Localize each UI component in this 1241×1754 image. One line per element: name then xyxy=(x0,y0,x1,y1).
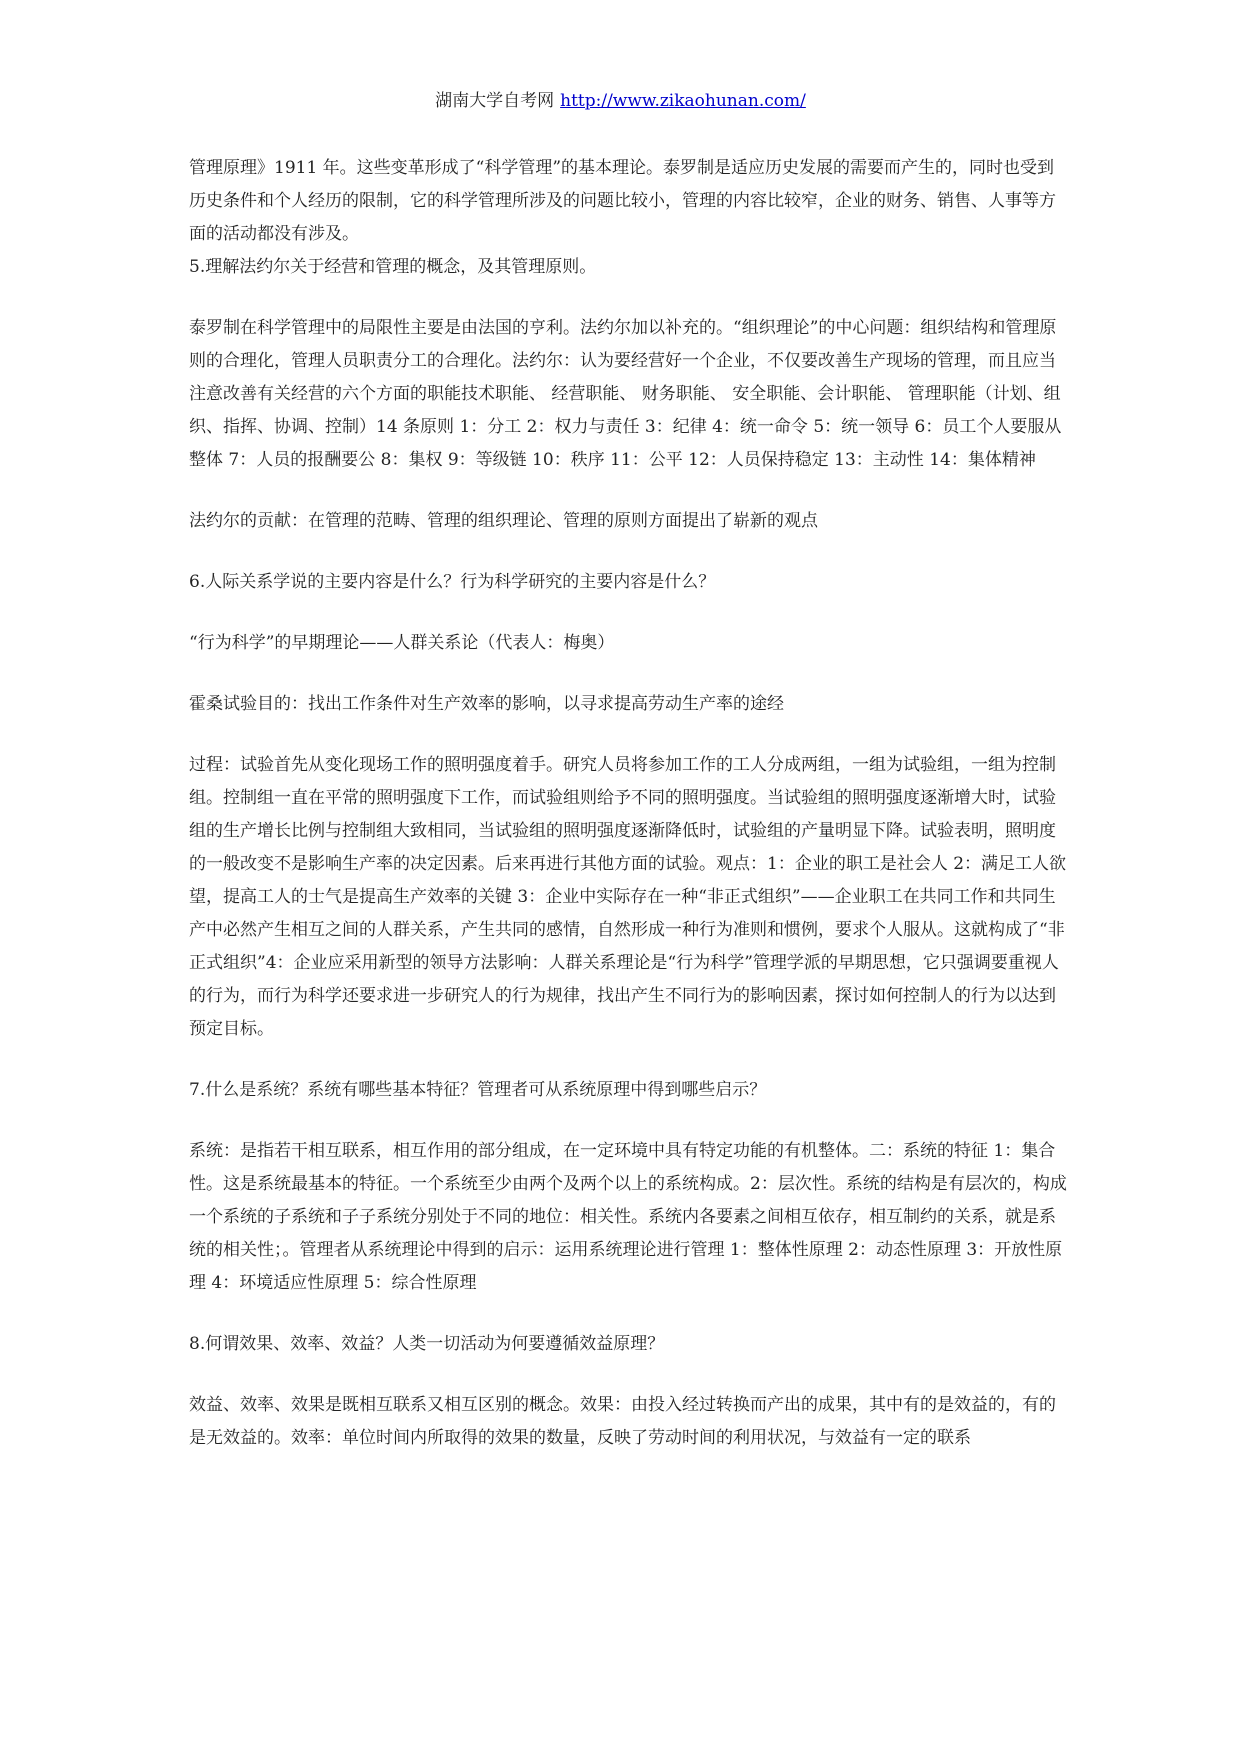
page-header xyxy=(0,89,1241,113)
paragraph-system: 系统：是指若干相互联系，相互作用的部分组成，在一定环境中具有特定功能的有机整体。二：系统的特征 1：集合性。这是系统最基本的特征。一个系统至少由两个及两个以上的系统构成。2：层次性。系统的结构是有层次的，构成一个系统的子系统和子子系统分别处于不同的地位：相关性。系统内各要素之间相互依存，相互制约的关系，就是系统的相关性；。管理者从系统理论中得到的启示：运用系统理论进行管理 1：整体性原理 2：动态性原理 3：开放性原理 4：环境适应性原理 5：综合性原理 xyxy=(189,1141,1067,1293)
paragraph-hawthorne-purpose: 霍桑试验目的：找出工作条件对生产效率的影响，以寻求提高劳动生产率的途经 xyxy=(189,694,784,714)
paragraph-intro: 管理原理》1911 年。这些变革形成了“科学管理”的基本理论。泰罗制是适应历史发展的需要而产生的，同时也受到历史条件和个人经历的限制，它的科学管理所涉及的问题比较小，管理的内容比较窄，企业的财务、销售、人事等方面的活动都没有涉及。 xyxy=(189,158,1056,244)
site-name: 湖南大学自考网 xyxy=(435,91,555,111)
question-7: 7.什么是系统？系统有哪些基本特征？管理者可从系统原理中得到哪些启示？ xyxy=(189,1080,767,1100)
question-8: 8.何谓效果、效率、效益？人类一切活动为何要遵循效益原理？ xyxy=(189,1334,665,1354)
site-url-link[interactable]: http://www.zikaohunan.com/ xyxy=(560,91,806,111)
paragraph-hawthorne-process: 过程：试验首先从变化现场工作的照明强度着手。研究人员将参加工作的工人分成两组，一组为试验组，一组为控制组。控制组一直在平常的照明强度下工作，而试验组则给予不同的照明强度。当试验组的照明强度逐渐增大时，试验组的生产增长比例与控制组大致相同，当试验组的照明强度逐渐降低时，试验组的产量明显下降。试验表明，照明度的一般改变不是影响生产率的决定因素。后来再进行其他方面的试验。观点：1：企业的职工是社会人 2：满足工人欲望，提高工人的士气是提高生产效率的关键 3：企业中实际存在一种“非正式组织”——企业职工在共同工作和共同生产中必然产生相互之间的人群关系，产生共同的感情，自然形成一种行为准则和惯例，要求个人服从。这就构成了“非正式组织”4：企业应采用新型的领导方法影响：人群关系理论是“行为科学”管理学派的早期思想，它只强调要重视人的行为，而行为科学还要求进一步研究人的行为规律，找出产生不同行为的影响因素，探讨如何控制人的行为以达到预定目标。 xyxy=(189,755,1067,1039)
document-body xyxy=(189,152,1069,1455)
question-5: 5.理解法约尔关于经营和管理的概念，及其管理原则。 xyxy=(189,257,597,277)
paragraph-fayol: 泰罗制在科学管理中的局限性主要是由法国的亨利。法约尔加以补充的。“组织理论”的中心问题：组织结构和管理原则的合理化，管理人员职责分工的合理化。法约尔：认为要经营好一个企业，不仅要改善生产现场的管理，而且应当注意改善有关经营的六个方面的职能技术职能、 经营职能、 财务职能、 安全职能、会计职能、 管理职能（计划、组织、指挥、协调、控制）14 条原则 1：分工 2：权力与责任 3：纪律 4：统一命令 5：统一领导 6：员工个人要服从整体 7：人员的报酬要公 8：集权 9：等级链 10：秩序 11：公平 12：人员保持稳定 13：主动性 14：集体精神 xyxy=(189,318,1062,470)
question-6: 6.人际关系学说的主要内容是什么？行为科学研究的主要内容是什么？ xyxy=(189,572,716,592)
paragraph-behavior-science: “行为科学”的早期理论——人群关系论（代表人：梅奥） xyxy=(189,633,615,653)
paragraph-fayol-contribution: 法约尔的贡献：在管理的范畴、管理的组织理论、管理的原则方面提出了崭新的观点 xyxy=(189,511,818,531)
paragraph-efficiency: 效益、效率、效果是既相互联系又相互区别的概念。效果：由投入经过转换而产出的成果，其中有的是效益的，有的是无效益的。效率：单位时间内所取得的效果的数量，反映了劳动时间的利用状况，与效益有一定的联系 xyxy=(189,1395,1056,1448)
